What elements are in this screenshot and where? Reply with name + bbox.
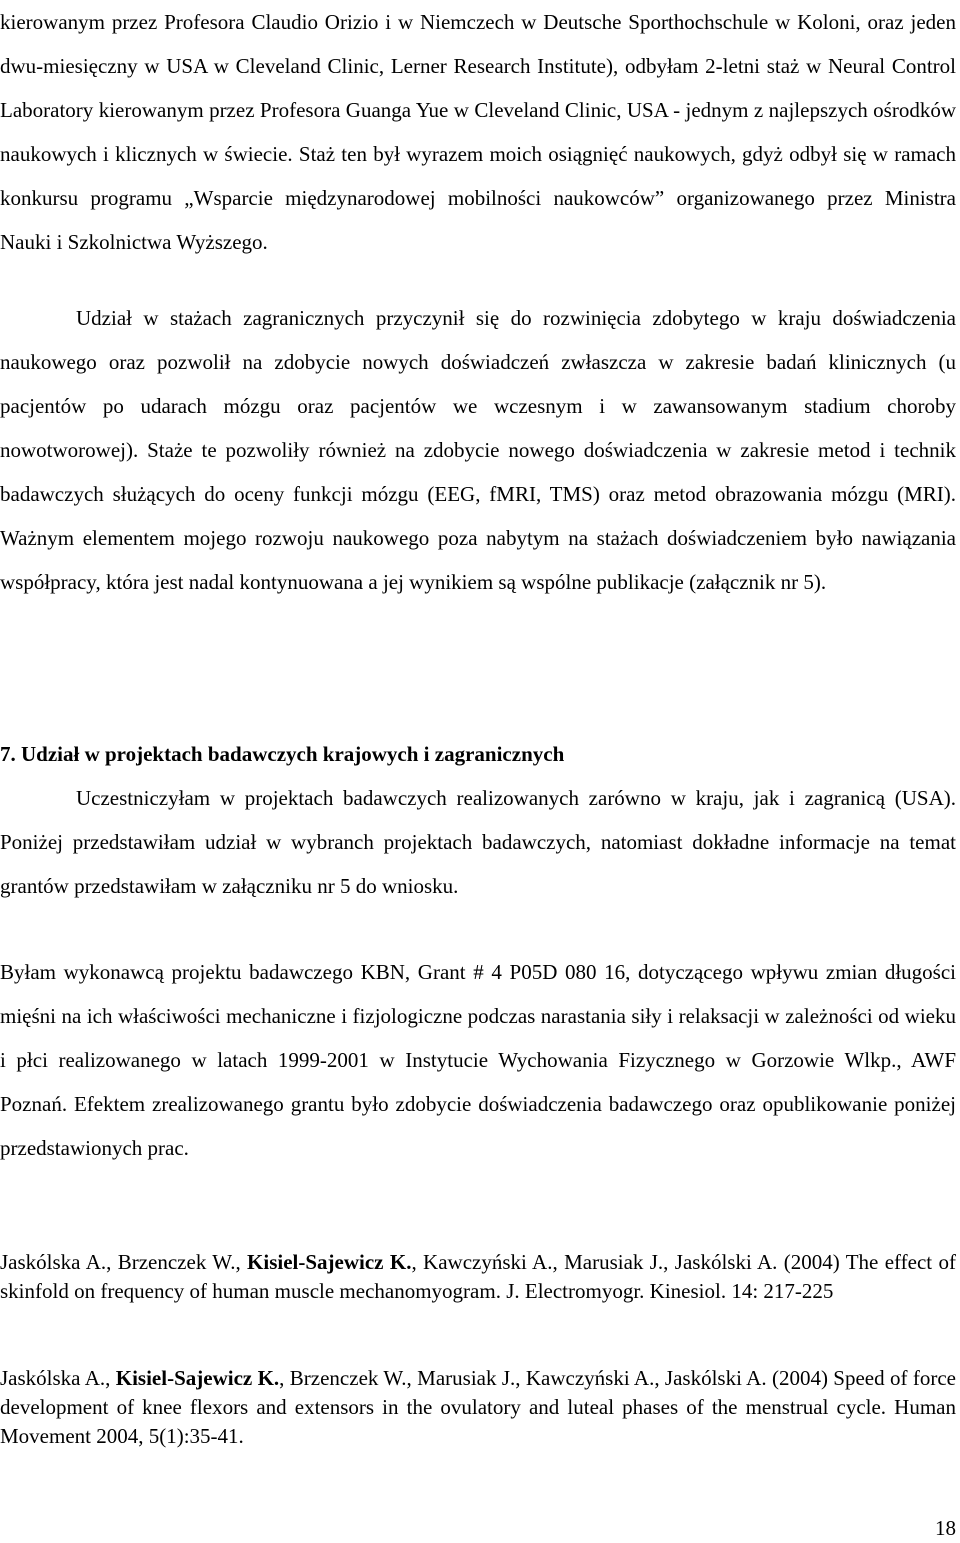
page-number: 18 (935, 1516, 956, 1540)
paragraph-kbn-grant: Byłam wykonawcą projektu badawczego KBN, Grant # 4 P05D 080 16, dotyczącego wpływu zmian długości mięśni na ich właściwości mechaniczne i fizjologiczne podczas narastania siły i relaksacji w zależności od wieku i płci realizowanego w latach 1999-2001 w Instytucie Wychowania Fizycznego w Gorzowie Wlkp., AWF Poznań. Efektem zrealizowanego grantu było zdobycie doświadczenia badawczego oraz opublikowanie poniżej przedstawionych prac. (0, 960, 956, 1160)
paragraph-internship-benefits: Udział w stażach zagranicznych przyczynił się do rozwinięcia zdobytego w kraju doświadczenia naukowego oraz pozwolił na zdobycie nowych doświadczeń zwłaszcza w zakresie badań klinicznych (u pacjentów po udarach mózgu oraz pacjentów we wczesnym i w zawansowanym stadium choroby nowotworowej). Staże te pozwoliły również na zdobycie nowego doświadczenia w zakresie metod i technik badawczych służących do oceny funkcji mózgu (EEG, fMRI, TMS) oraz metod obrazowania mózgu (MRI). Ważnym elementem mojego rozwoju naukowego poza nabytym na stażach doświadczeniem było nawiązania współpracy, która jest nadal kontynuowana a jej wynikiem są wspólne publikacje (załącznik nr 5). (0, 306, 956, 594)
reference-citation: (2004) Speed of force development of knee flexors and extensors in the ovulatory and luteal phases of the menstrual cycle. Human Movement 2004, 5(1):35-41. (0, 1366, 956, 1448)
reference-item (0, 1248, 956, 1306)
paragraph-internships: kierowanym przez Profesora Claudio Orizio i w Niemczech w Deutsche Sporthochschule w Koloni, oraz jeden dwu-miesięczny w USA w Cleveland Clinic, Lerner Research Institute), odbyłam 2-letni staż w Neural Control Laboratory kierowanym przez Profesora Guanga Yue w Cleveland Clinic, USA - jednym z najlepszych ośrodków naukowych i klicznych w świecie. Staż ten był wyrazem moich osiągnięć naukowych, gdyż odbył się w ramach konkursu programu „Wsparcie międzynarodowej mobilności naukowców” organizowanego przez Ministra Nauki i Szkolnictwa Wyższego. (0, 10, 956, 254)
reference-highlighted-author: Kisiel-Sajewicz K. (115, 1366, 280, 1390)
reference-authors: , Brzenczek W., Marusiak J., Kawczyński A., Jaskólski A. (279, 1366, 767, 1390)
reference-authors: , Kawczyński A., Marusiak J., Jaskólski A. (411, 1250, 778, 1274)
paragraph-projects-intro: Uczestniczyłam w projektach badawczych realizowanych zarówno w kraju, jak i zagranicą (USA). Poniżej przedstawiłam udział w wybranch projektach badawczych, natomiast dokładne informacje na temat grantów przedstawiłam w załączniku nr 5 do wniosku. (0, 786, 956, 898)
reference-authors: Jaskólska A., (0, 1366, 116, 1390)
reference-item (0, 1364, 956, 1451)
reference-highlighted-author: Kisiel-Sajewicz K. (247, 1250, 412, 1274)
reference-citation: (2004) The effect of skinfold on frequency of human muscle mechanomyogram. J. Electromyogr. Kinesiol. 14: 217-225 (0, 1250, 956, 1303)
section-heading: 7. Udział w projektach badawczych krajowych i zagranicznych (0, 742, 565, 766)
reference-authors: Jaskólska A., Brzenczek W., (0, 1250, 248, 1274)
